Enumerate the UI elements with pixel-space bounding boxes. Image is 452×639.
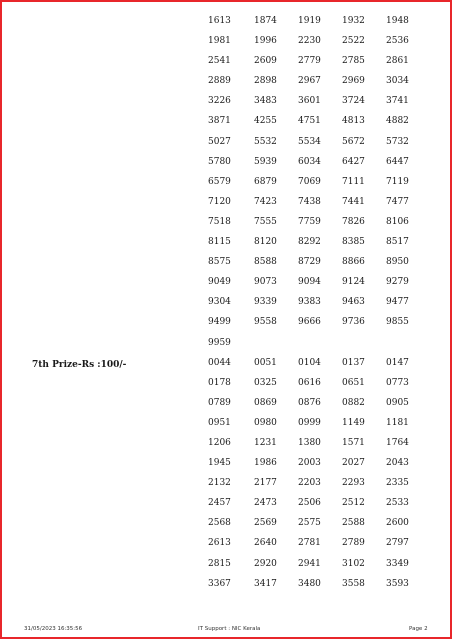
ticket-number: 1981 [208, 36, 231, 47]
ticket-number: 8115 [208, 237, 231, 248]
ticket-number: 2588 [342, 518, 365, 529]
number-row [196, 413, 426, 433]
ticket-number: 9049 [208, 277, 231, 288]
ticket-number: 3480 [298, 578, 321, 589]
ticket-number: 0999 [298, 417, 321, 428]
ticket-number: 0980 [254, 417, 277, 428]
number-row [196, 111, 426, 131]
ticket-number: 2522 [342, 36, 365, 47]
ticket-number: 1181 [386, 417, 409, 428]
ticket-number: 2293 [342, 478, 365, 489]
ticket-number: 3871 [208, 116, 231, 127]
number-row [196, 272, 426, 292]
ticket-number: 0869 [254, 397, 277, 408]
ticket-number: 2889 [208, 76, 231, 87]
ticket-number: 2003 [298, 458, 321, 469]
ticket-number: 1945 [208, 458, 231, 469]
ticket-number: 0104 [298, 357, 321, 368]
number-row [196, 192, 426, 212]
ticket-number: 1874 [254, 16, 277, 26]
number-row [196, 51, 426, 71]
ticket-number: 0178 [208, 377, 231, 388]
ticket-number: 2533 [386, 498, 409, 509]
ticket-number: 0051 [254, 357, 277, 368]
ticket-number: 2568 [208, 518, 231, 529]
ticket-number: 7759 [298, 216, 321, 227]
number-row [196, 232, 426, 252]
ticket-number: 1613 [208, 16, 231, 26]
ticket-number: 9558 [254, 317, 277, 328]
ticket-number: 3034 [386, 76, 409, 87]
ticket-number: 7826 [342, 216, 365, 227]
ticket-number: 2575 [298, 518, 321, 529]
ticket-number: 7555 [254, 216, 277, 227]
ticket-number: 8729 [298, 257, 321, 268]
number-row [196, 433, 426, 453]
ticket-number: 9124 [342, 277, 365, 288]
footer-timestamp: 31/05/2023 16:35:56 [24, 626, 83, 632]
ticket-number: 9094 [298, 277, 321, 288]
ticket-number: 5780 [208, 156, 231, 167]
ticket-number: 6879 [254, 176, 277, 187]
ticket-number: 1231 [254, 437, 277, 448]
ticket-number: 2230 [298, 36, 321, 47]
ticket-number: 2797 [386, 538, 409, 549]
ticket-number: 2600 [386, 518, 409, 529]
ticket-number: 1986 [254, 458, 277, 469]
ticket-number: 2536 [386, 36, 409, 47]
ticket-number: 2969 [342, 76, 365, 87]
ticket-number: 1764 [386, 437, 409, 448]
ticket-number: 5532 [254, 136, 277, 147]
ticket-number: 0789 [208, 397, 231, 408]
number-row [196, 373, 426, 393]
ticket-number: 0147 [386, 357, 409, 368]
ticket-number: 9339 [254, 297, 277, 308]
ticket-number: 2569 [254, 518, 277, 529]
number-row [196, 513, 426, 533]
ticket-number: 3102 [342, 558, 365, 569]
number-row [196, 493, 426, 513]
ticket-number: 8575 [208, 257, 231, 268]
number-row [196, 31, 426, 51]
ticket-number: 5534 [298, 136, 321, 147]
ticket-number: 5027 [208, 136, 231, 147]
number-row [196, 11, 426, 31]
number-row [196, 533, 426, 553]
prize-heading-7th: 7th Prize-Rs :100/- [32, 360, 127, 370]
ticket-number: 2941 [298, 558, 321, 569]
ticket-number: 0951 [208, 417, 231, 428]
number-row [196, 91, 426, 111]
ticket-number: 2815 [208, 558, 231, 569]
ticket-number: 0882 [342, 397, 365, 408]
ticket-number: 2335 [386, 478, 409, 489]
ticket-number: 3226 [208, 96, 231, 107]
ticket-number: 2613 [208, 538, 231, 549]
ticket-number: 7119 [386, 176, 409, 187]
ticket-number: 1380 [298, 437, 321, 448]
ticket-number: 2640 [254, 538, 277, 549]
number-row [196, 172, 426, 192]
ticket-number: 9073 [254, 277, 277, 288]
ticket-number: 2920 [254, 558, 277, 569]
ticket-number: 3349 [386, 558, 409, 569]
number-row [196, 252, 426, 272]
ticket-number: 1571 [342, 437, 365, 448]
ticket-number: 4882 [386, 116, 409, 127]
ticket-number: 2027 [342, 458, 365, 469]
ticket-number: 6579 [208, 176, 231, 187]
number-row [196, 152, 426, 172]
ticket-number: 7423 [254, 196, 277, 207]
number-row [196, 292, 426, 312]
ticket-number: 0325 [254, 377, 277, 388]
ticket-number: 2203 [298, 478, 321, 489]
ticket-number: 9666 [298, 317, 321, 328]
number-row [196, 453, 426, 473]
ticket-number: 2043 [386, 458, 409, 469]
ticket-number: 3601 [298, 96, 321, 107]
ticket-number: 9383 [298, 297, 321, 308]
ticket-number: 7111 [342, 176, 365, 187]
ticket-number: 9304 [208, 297, 231, 308]
ticket-number: 5939 [254, 156, 277, 167]
ticket-number: 0876 [298, 397, 321, 408]
ticket-number: 2132 [208, 478, 231, 489]
ticket-number: 9463 [342, 297, 365, 308]
ticket-number: 2967 [298, 76, 321, 87]
ticket-number: 7438 [298, 196, 321, 207]
ticket-number: 8292 [298, 237, 321, 248]
number-row [196, 353, 426, 373]
ticket-number: 1919 [298, 16, 321, 26]
ticket-number: 8950 [386, 257, 409, 268]
ticket-number: 1932 [342, 16, 365, 26]
ticket-number: 3367 [208, 578, 231, 589]
ticket-number: 6034 [298, 156, 321, 167]
ticket-number: 8517 [386, 237, 409, 248]
number-row [196, 132, 426, 152]
ticket-number: 1149 [342, 417, 365, 428]
ticket-number: 0044 [208, 357, 231, 368]
ticket-number: 2779 [298, 56, 321, 67]
number-row [196, 574, 426, 594]
number-row [196, 554, 426, 574]
ticket-number: 7518 [208, 216, 231, 227]
ticket-number: 3724 [342, 96, 365, 107]
ticket-number: 8120 [254, 237, 277, 248]
ticket-number: 8106 [386, 216, 409, 227]
ticket-number: 5672 [342, 136, 365, 147]
number-row [196, 473, 426, 493]
ticket-number: 1996 [254, 36, 277, 47]
page-footer [2, 622, 450, 636]
ticket-number: 2457 [208, 498, 231, 509]
ticket-number: 7441 [342, 196, 365, 207]
ticket-number: 9477 [386, 297, 409, 308]
ticket-number: 7069 [298, 176, 321, 187]
ticket-number: 1948 [386, 16, 409, 26]
ticket-number: 3483 [254, 96, 277, 107]
ticket-number: 2789 [342, 538, 365, 549]
ticket-number: 2506 [298, 498, 321, 509]
ticket-number: 8385 [342, 237, 365, 248]
ticket-number: 3558 [342, 578, 365, 589]
ticket-number: 2781 [298, 538, 321, 549]
number-row [196, 393, 426, 413]
ticket-number: 0905 [386, 397, 409, 408]
number-row [196, 333, 426, 353]
ticket-number: 0137 [342, 357, 365, 368]
ticket-number: 7120 [208, 196, 231, 207]
ticket-number: 2177 [254, 478, 277, 489]
number-row [196, 212, 426, 232]
ticket-number: 7477 [386, 196, 409, 207]
ticket-number: 9499 [208, 317, 231, 328]
ticket-number: 2861 [386, 56, 409, 67]
ticket-number-grid [196, 11, 426, 594]
ticket-number: 2785 [342, 56, 365, 67]
ticket-number: 4813 [342, 116, 365, 127]
ticket-number: 9959 [208, 337, 231, 348]
ticket-number: 3741 [386, 96, 409, 107]
ticket-number: 4751 [298, 116, 321, 127]
ticket-number: 8588 [254, 257, 277, 268]
ticket-number: 3593 [386, 578, 409, 589]
ticket-number: 3417 [254, 578, 277, 589]
ticket-number: 8866 [342, 257, 365, 268]
ticket-number: 0616 [298, 377, 321, 388]
ticket-number: 9279 [386, 277, 409, 288]
number-row [196, 71, 426, 91]
ticket-number: 6447 [386, 156, 409, 167]
ticket-number: 9855 [386, 317, 409, 328]
footer-support: IT Support : NIC Kerala [198, 626, 261, 632]
ticket-number: 9736 [342, 317, 365, 328]
ticket-number: 5732 [386, 136, 409, 147]
ticket-number: 0651 [342, 377, 365, 388]
ticket-number: 1206 [208, 437, 231, 448]
ticket-number: 2473 [254, 498, 277, 509]
ticket-number: 4255 [254, 116, 277, 127]
number-row [196, 312, 426, 332]
ticket-number: 2512 [342, 498, 365, 509]
footer-page-number: Page 2 [409, 626, 428, 632]
ticket-number: 2541 [208, 56, 231, 67]
ticket-number: 6427 [342, 156, 365, 167]
ticket-number: 0773 [386, 377, 409, 388]
ticket-number: 2898 [254, 76, 277, 87]
ticket-number: 2609 [254, 56, 277, 67]
